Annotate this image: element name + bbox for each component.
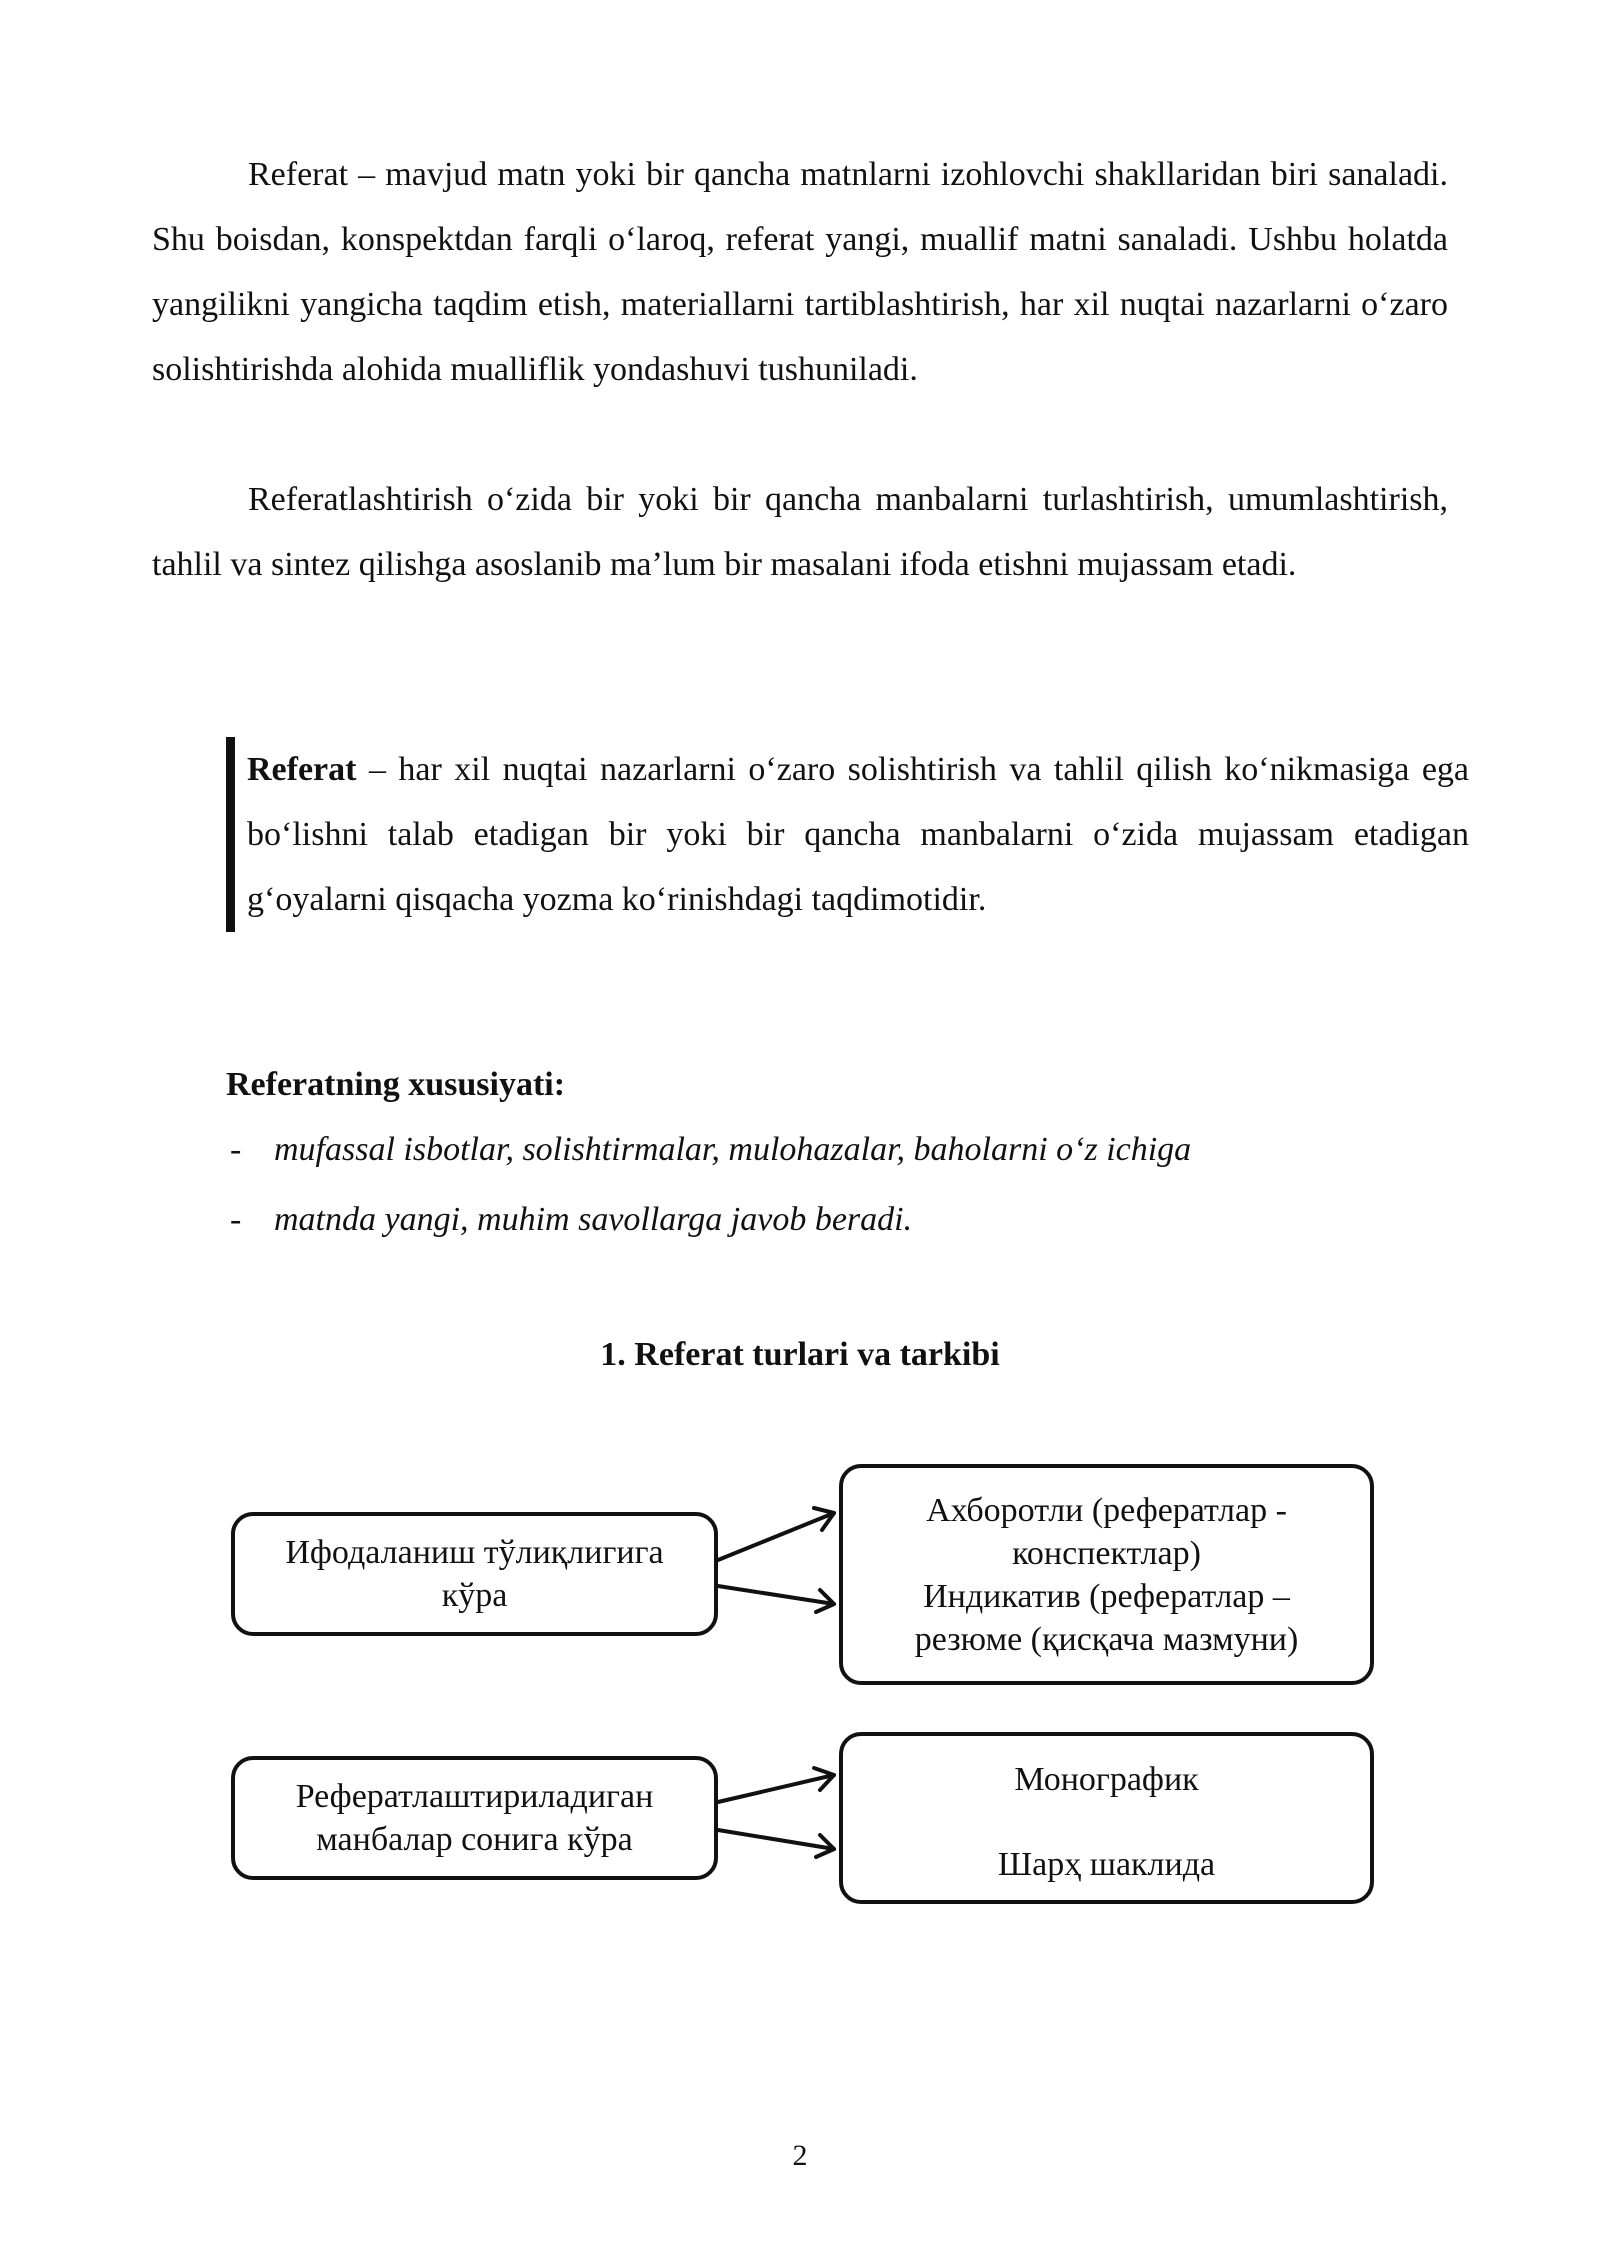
list-marker: - [230, 1201, 242, 1238]
box-line: Рефератлаштириладиган [295, 1778, 654, 1815]
list-item-text: mufassal isbotlar, solishtirmalar, mulohazalar, baholarni oʻz ichiga [274, 1131, 1192, 1168]
list-item-text: matnda yangi, muhim savollarga javob beradi. [274, 1201, 913, 1238]
section-heading: 1. Referat turlari va tarkibi [600, 1336, 1000, 1373]
box-line: Ахборотли (рефератлар - [926, 1491, 1287, 1529]
box-line: конспектлар) [1012, 1534, 1201, 1572]
box-line: манбалар сонига кўра [316, 1821, 633, 1858]
definition-text: – har xil nuqtai nazarlarni oʻzaro solishtirish va tahlil qilish koʻnikmasiga ega boʻlishni talab etadigan bir yoki bir qancha manbalarni oʻzida mujassam etadigan gʻoyalarni qisqacha yozma koʻrinishdagi taqdimotidir. [247, 751, 1469, 918]
page-number: 2 [792, 2139, 808, 2172]
arrow-icon [718, 1830, 834, 1857]
features-title: Referatning xususiyati: [226, 1066, 566, 1103]
box-line: Ифодаланиш тўлиқлигига [285, 1534, 664, 1571]
intro-paragraph: Referat – mavjud matn yoki bir qancha matnlarni izohlovchi shakllaridan biri sanaladi. Shu boisdan, konspektdan farqli oʻlaroq, referat yangi, muallif matni sanaladi. Ushbu holatda yangilikni yangicha taqdim etish, materiallarni tartiblashtirish, har xil nuqtai nazarlarni oʻzaro solishtirishda alohida mualliflik yondashuvi tushuniladi. [152, 156, 1448, 388]
arrow-icon [718, 1768, 834, 1802]
arrow-icon [718, 1586, 834, 1612]
arrow-icon [718, 1508, 834, 1560]
box-line: Монографик [1014, 1761, 1199, 1798]
box-line: Индикатив (рефератлар – [923, 1577, 1290, 1615]
box-line: кўра [441, 1577, 508, 1614]
box-line: Шарҳ шаклида [997, 1846, 1216, 1883]
list-marker: - [230, 1131, 242, 1168]
box-line: резюме (қисқача мазмуни) [914, 1620, 1299, 1658]
referatlashtirish-paragraph: Referatlashtirish oʻzida bir yoki bir qancha manbalarni turlashtirish, umumlashtirish, tahlil va sintez qilishga asoslanib maʼlum bir masalani ifoda etishni mujassam etadi. [152, 481, 1448, 583]
definition-term: Referat [247, 751, 357, 788]
